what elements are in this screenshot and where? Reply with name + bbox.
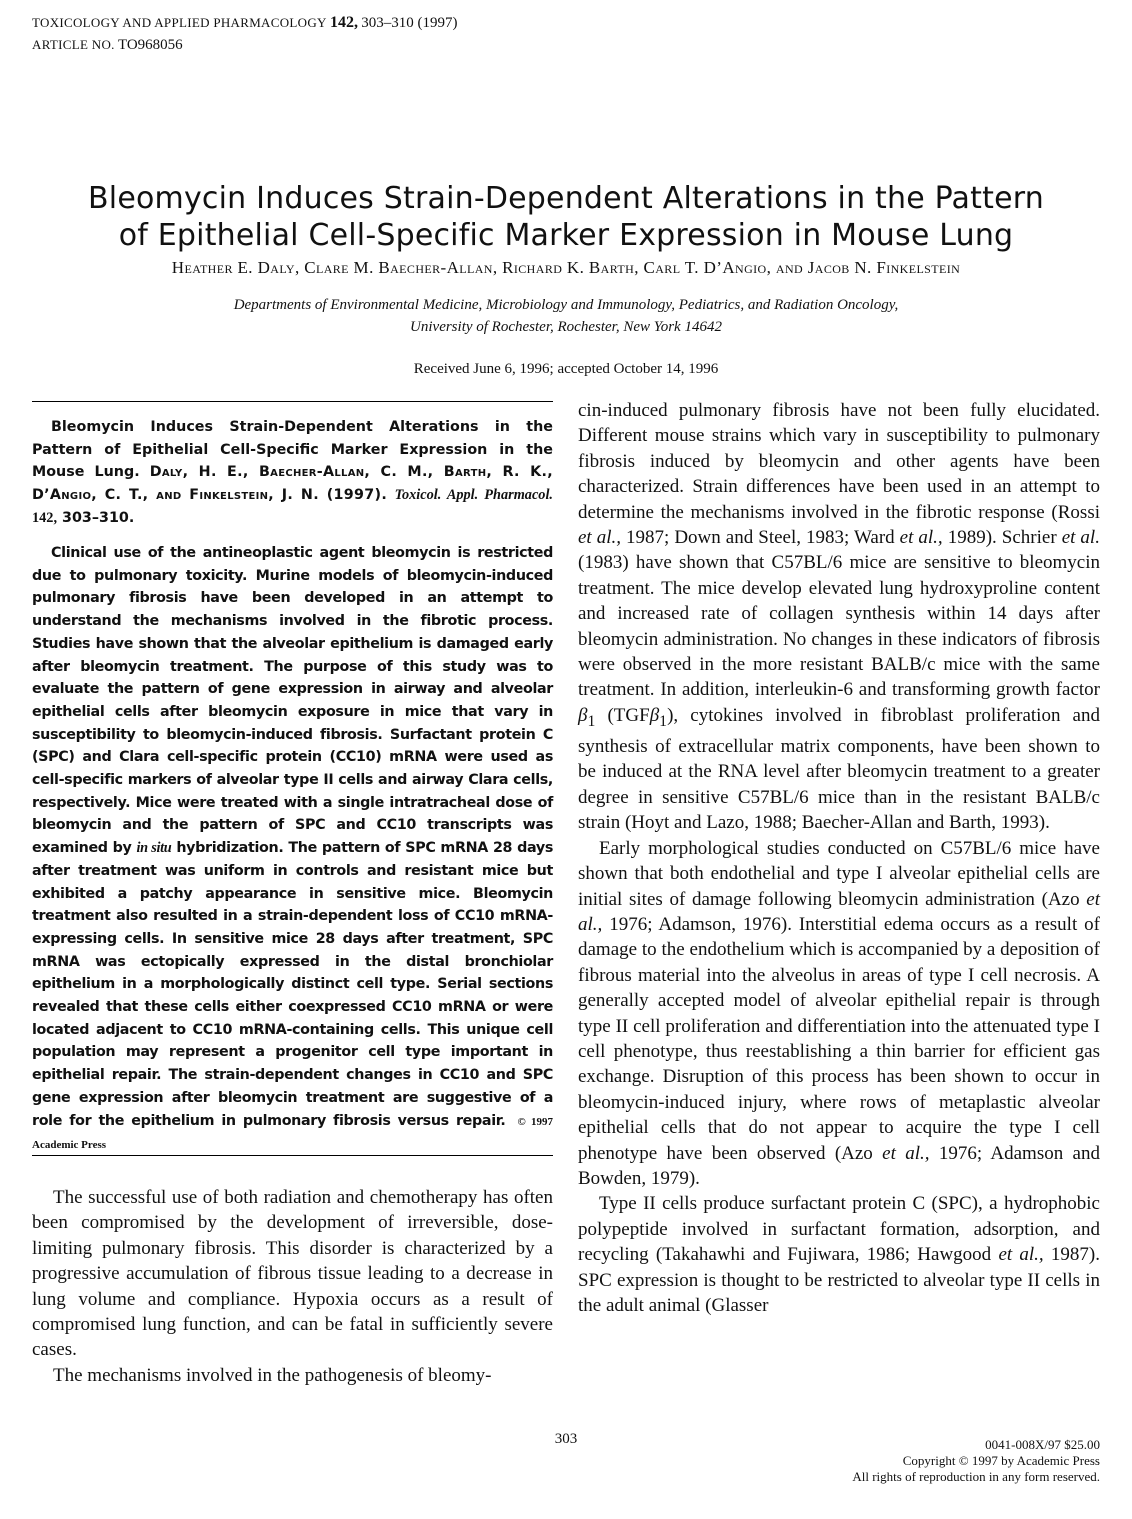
et-al: et al. xyxy=(1061,527,1100,549)
journal-volume: 142, xyxy=(329,14,358,31)
abstract-text-2: hybridization. The pattern of SPC mRNA 28 days after treatment was uniform in controls and resistant mice but exhibited a patchy appearance in sensitive mice. Bleomycin treatment also resulted in a strain-dependent loss of CC10 mRNA-expressing cells. In sensitive mice 28 days after treatment, SPC mRNA was ectopically expressed in the distal bronchiolar epithelium in a morphologically distinct cell type. Serial sections revealed that these cells either coexpressed CC10 mRNA or were located adjacent to CC10 mRNA-containing cells. This unique cell population may represent a progenitor cell type important in epithelial repair. The strain-dependent changes in CC10 and SPC gene expression after bleomycin treatment are suggestive of a role for the epithelium in pulmonary fibrosis versus repair. xyxy=(32,840,553,1129)
abstract-citation-title: Bleomycin Induces Strain-Dependent Alterations in the Pattern of Epithelial Cell-Specific Marker Expression in the Mouse Lung. xyxy=(32,419,553,481)
et-al: et al., xyxy=(578,527,622,549)
beta-symbol: β xyxy=(649,704,660,726)
received-dates: Received June 6, 1996; accepted October 14, 1996 xyxy=(413,361,719,377)
journal-pages-year: 303–310 (1997) xyxy=(361,15,458,31)
text-run: 1987). SPC expression is thought to be restricted to alveolar type II cells in the adult animal (Glasser xyxy=(578,1244,1101,1317)
abstract-top-rule xyxy=(32,401,553,402)
intro-paragraph-1: The successful use of both radiation and chemotherapy has often been compromised by the development of irreversible, dose-limiting pulmonary fibrosis. This disorder is characterized by a progressive accumulation of fibrous tissue leading to a decrease in lung volume and compliance. Hypoxia occurs as a result of compromised lung function, and can be fatal in sufficiently severe cases. xyxy=(32,1187,553,1361)
left-column-body xyxy=(32,1185,553,1388)
footer-rights: All rights of reproduction in any form reserved. xyxy=(852,1469,1100,1484)
article-number-line xyxy=(32,34,457,56)
abstract-in-situ: in situ xyxy=(136,840,172,857)
right-paragraph-3 xyxy=(578,1191,1100,1318)
affiliation xyxy=(60,294,1072,338)
text-run: Type II cells produce surfactant protein C (SPC), a hydrophobic polypeptide involved in surfactant formation, adsorption, and recycling (Takahawhi and Fujiwara, 1986; Hawgood xyxy=(578,1193,1100,1266)
text-run: Early morphological studies conducted on C57BL/6 mice have shown that both endothelial and type I alveolar epithelial cells are initial sites of damage following bleomycin administration (Azo xyxy=(578,837,1100,910)
text-run: 1976; Adamson, 1976). Interstitial edema occurs as a result of damage to the endothelium which is accompanied by a deposition of fibrous material into the alveolus in areas of type I cell necrosis. A generally accepted model of alveolar epithelial repair is through type II cell proliferation and differentiation into the attenuated type I cell phenotype, thus reestablishing a thin barrier for efficient gas exchange. Disruption of this process has been shown to occur in bleomycin-induced injury, where rows of metaplastic alveolar epithelial cells that do not appear to acquire the type I cell phenotype have been observed (Azo xyxy=(578,913,1100,1164)
abstract-text-1: Clinical use of the antineoplastic agent bleomycin is restricted due to pulmonary toxicity. Murine models of bleomycin-induced pulmonary fibrosis have been developed in an attempt to understand the mechanisms involved in the fibrotic process. Studies have shown that the alveolar epithelium is damaged early after bleomycin treatment. The purpose of this study was to evaluate the pattern of gene expression in airway and alveolar epithelial cells after bleomycin exposure in mice that vary in susceptibility to bleomycin-induced fibrosis. Surfactant protein C (SPC) and Clara cell-specific protein (CC10) mRNA were used as cell-specific markers of alveolar type II cells and airway Clara cells, respectively. Mice were treated with a single intratracheal dose of bleomycin and the pattern of SPC and CC10 transcripts was examined by xyxy=(32,545,553,857)
et-al: et al., xyxy=(882,1142,930,1164)
text-run: 1987; Down and Steel, 1983; Ward xyxy=(621,527,900,549)
affiliation-line-1: Departments of Environmental Medicine, Microbiology and Immunology, Pediatrics, and Radiation Oncology, xyxy=(233,297,899,313)
text-run: 1989). Schrier xyxy=(942,527,1062,549)
abstract-copyright: © 1997 Academic Press xyxy=(32,1115,554,1152)
text-run: (TGF xyxy=(595,704,650,726)
abstract-citation-pages: 303–310. xyxy=(62,509,135,526)
et-al: et al., xyxy=(899,527,943,549)
beta-symbol: β xyxy=(578,704,588,726)
right-column-body xyxy=(578,398,1100,1318)
affiliation-line-2: University of Rochester, Rochester, New York 14642 xyxy=(410,319,722,335)
footer-copyright-line: Copyright © 1997 by Academic Press xyxy=(902,1453,1100,1468)
author-list: Heather E. Daly, Clare M. Baecher-Allan, Richard K. Barth, Carl T. D’Angio, and Jacob N. Finkelstein xyxy=(171,258,961,277)
abstract-citation-volume: 142, xyxy=(32,509,58,526)
abstract-citation-authors: Daly, H. E., Baecher-Allan, C. M., Barth, R. K., D’Angio, C. T., and Finkelstein, J. N. (1997). xyxy=(32,464,553,504)
abstract-bottom-rule xyxy=(32,1155,553,1156)
et-al: et al., xyxy=(998,1244,1044,1266)
abstract-citation xyxy=(32,416,553,530)
text-run: (1983) have shown that C57BL/6 mice are sensitive to bleomycin treatment. The mice develop elevated lung hydroxyproline content and increased rate of collagen synthesis within 14 days after bleomycin administration. No changes in these indicators of fibrosis were observed in the more resistant BALB/c mice with the same treatment. In addition, interleukin-6 and transforming growth factor xyxy=(578,552,1100,701)
intro-paragraph-2: The mechanisms involved in the pathogenesis of bleomy- xyxy=(53,1364,492,1386)
article-number: TO968056 xyxy=(117,37,183,53)
subscript-1: 1 xyxy=(659,712,668,730)
journal-name: TOXICOLOGY AND APPLIED PHARMACOLOGY xyxy=(32,15,327,30)
title-line-1: Bleomycin Induces Strain-Dependent Alterations in the Pattern xyxy=(88,181,1044,217)
journal-citation-line xyxy=(32,12,457,34)
right-paragraph-2 xyxy=(578,836,1100,1192)
abstract-citation-journal: Toxicol. Appl. Pharmacol. xyxy=(394,487,553,504)
footer-price: 0041-008X/97 $25.00 xyxy=(985,1437,1100,1452)
text-run: 1976; Adamson and Bowden, 1979). xyxy=(578,1142,1100,1189)
text-run: cin-induced pulmonary fibrosis have not been fully elucidated. Different mouse strains which vary in susceptibility to pulmonary fibrosis induced by bleomycin and other agents have been characterized. Strain differences have been used in an attempt to determine the mechanisms involved in the fibrotic response (Rossi xyxy=(578,400,1100,523)
journal-header xyxy=(32,12,457,56)
article-label: ARTICLE NO. xyxy=(32,37,115,52)
footer-copyright xyxy=(852,1437,1100,1485)
page-number: 303 xyxy=(554,1431,578,1447)
text-run: ), cytokines involved in fibroblast proliferation and synthesis of extracellular matrix components, have been shown to be induced at the RNA level after bleomycin treatment to a greater degree in sensitive C57BL/6 mice than in the resistant BALB/c strain (Hoyt and Lazo, 1988; Baecher-Allan and Barth, 1993). xyxy=(578,704,1100,834)
abstract-body xyxy=(32,542,553,1157)
right-paragraph-1 xyxy=(578,398,1100,836)
subscript-1: 1 xyxy=(587,712,596,730)
title-line-2: of Epithelial Cell-Specific Marker Expression in Mouse Lung xyxy=(118,218,1014,254)
paper-title xyxy=(30,180,1102,254)
et-al: et al., xyxy=(578,888,1100,935)
